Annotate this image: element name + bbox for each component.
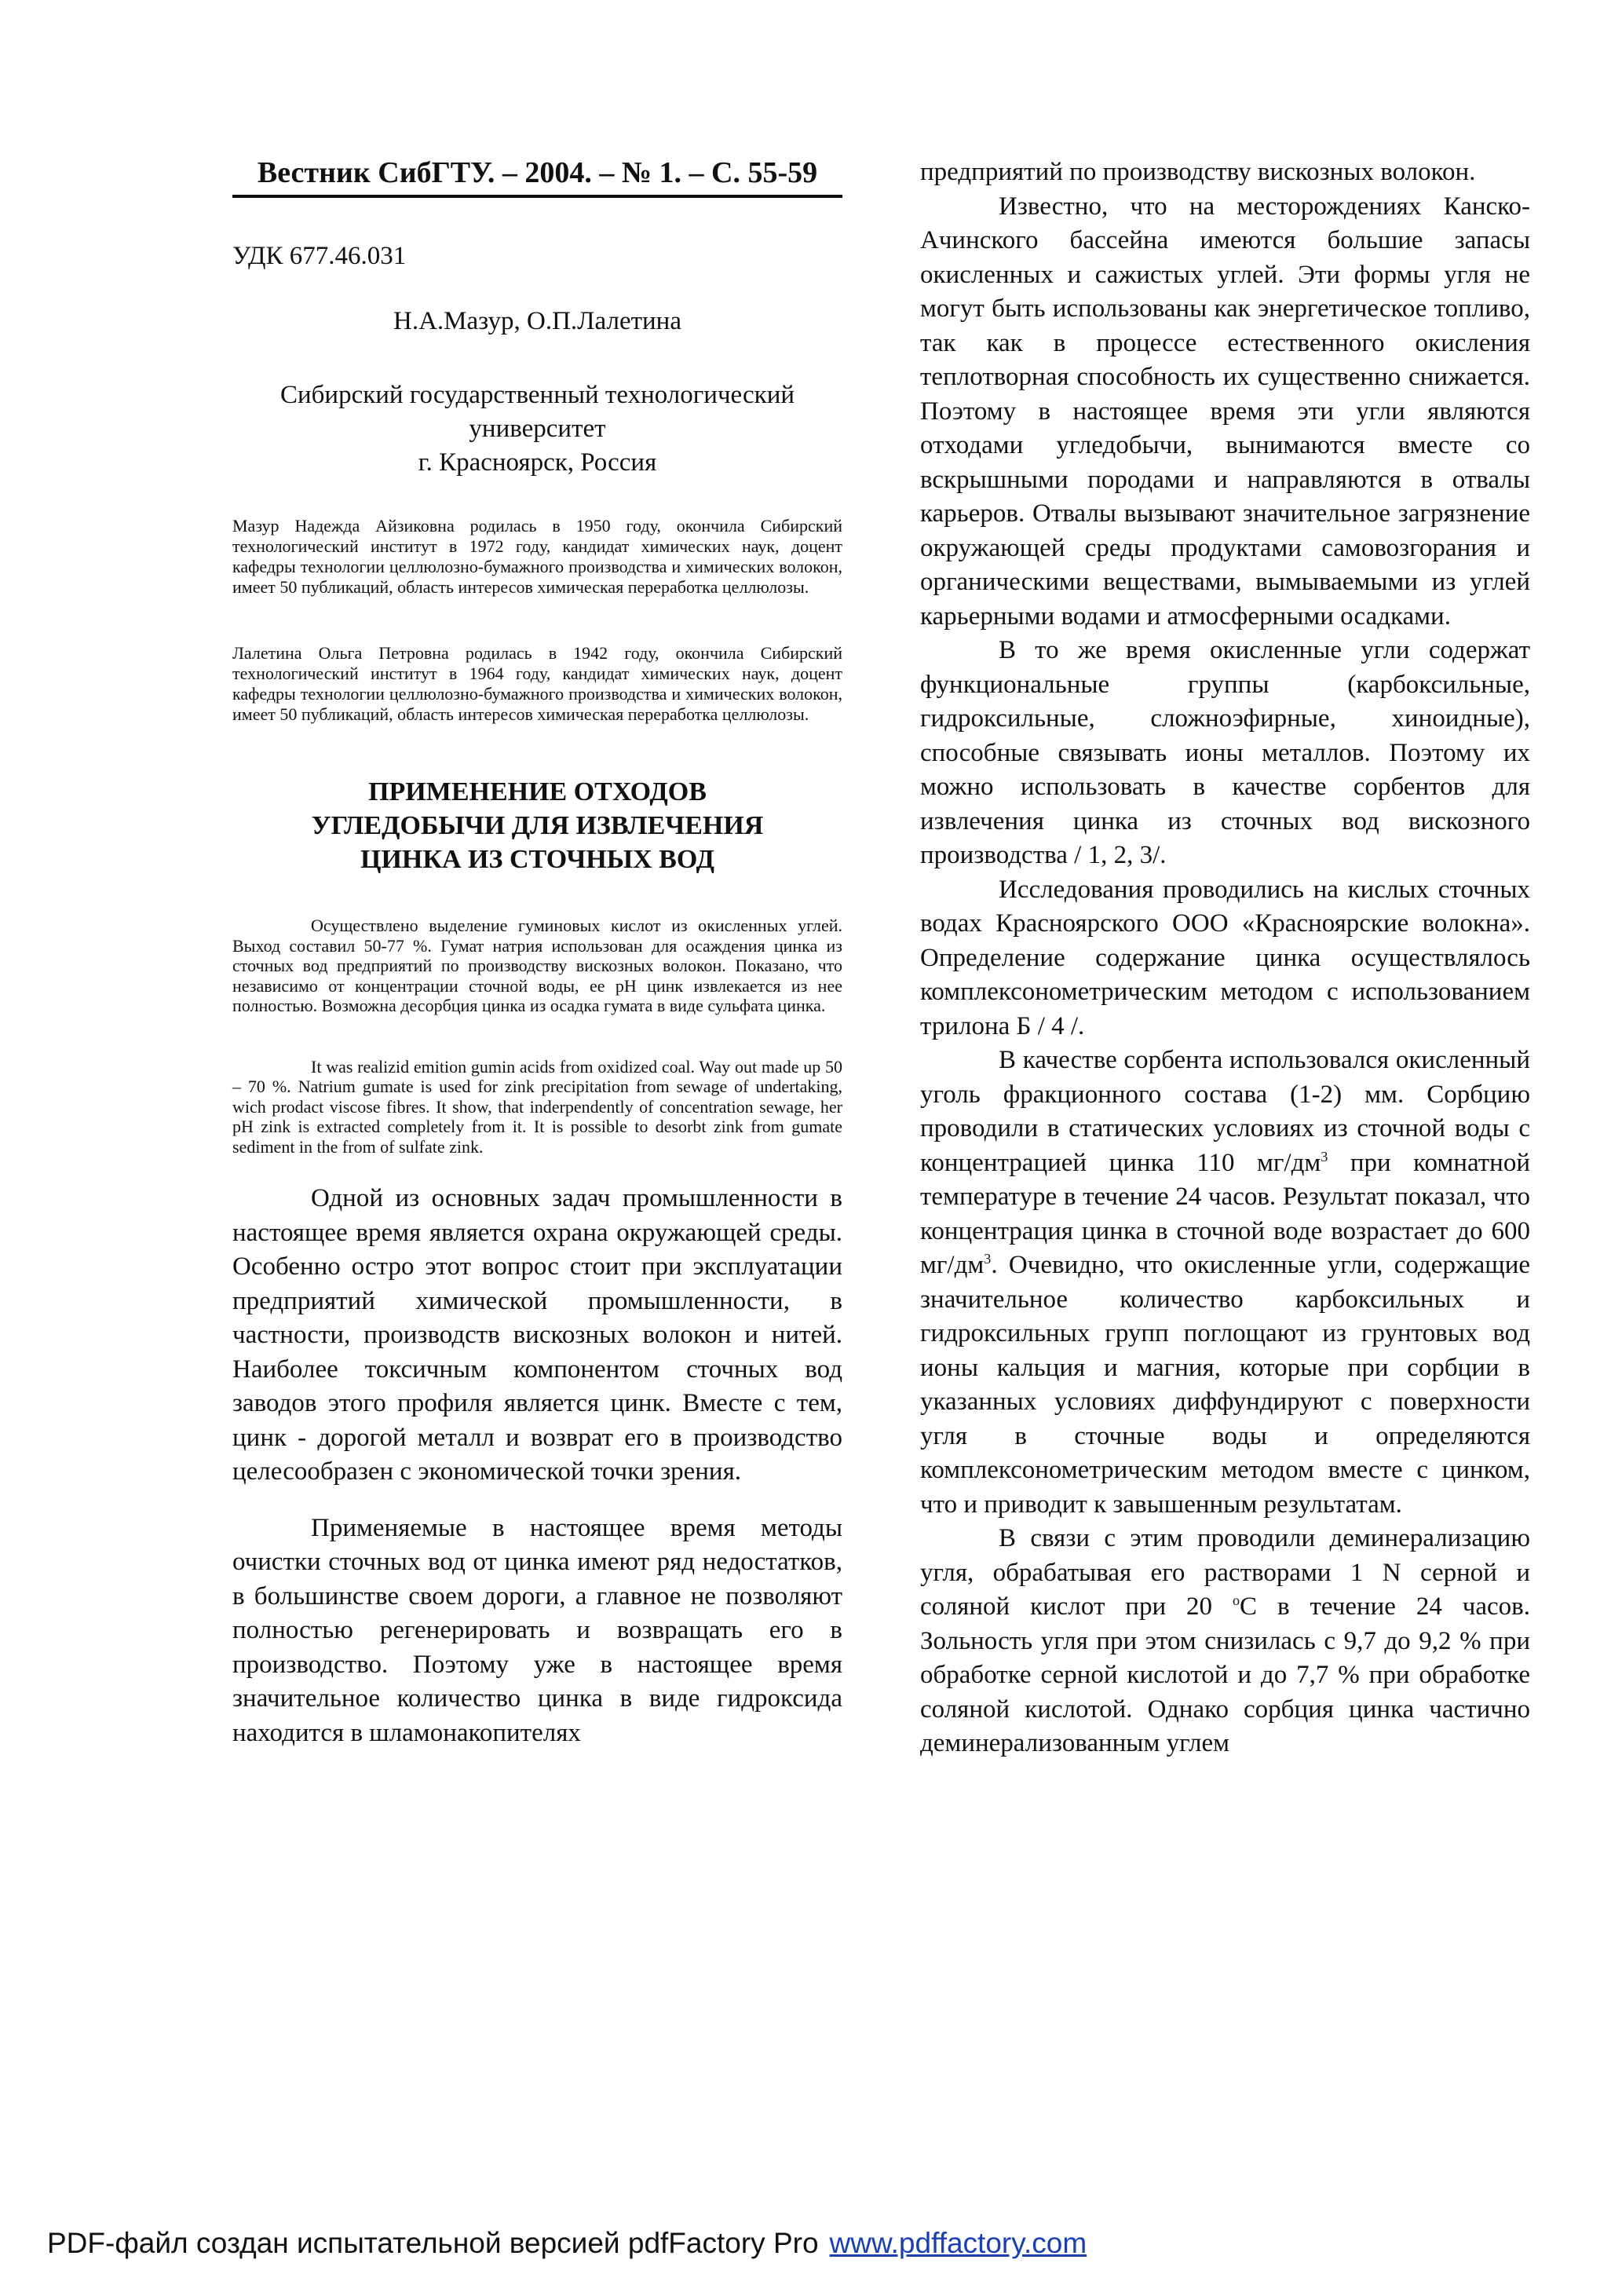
title-line: ЦИНКА ИЗ СТОЧНЫХ ВОД [360,845,714,874]
author-bio-laletina: Лалетина Ольга Петровна родилась в 1942 году, окончила Сибирский технологический институт в 1964 году, кандидат химических наук, доцент кафедры технологии целлюлозно-бумажного производства и химических волокон, имеет 50 публикаций, область интересов химическая переработка целлюлозы. [232,643,842,724]
superscript: 3 [984,1251,992,1267]
affiliation-line: университет [469,415,606,443]
text-run: при комнатной температуре в течение 24 часов. Результат показал, что концентрация цинка в сточной воде возрастает до 600 мг/дм [920,1148,1530,1279]
body-paragraph: Одной из основных задач промышленности в настоящее время является охрана окружающей среды. Особенно остро этот вопрос стоит при эксплуатации предприятий химической промышленности, в частности, производств вискозных волокон и нитей. Наиболее токсичным компонентом сточных вод заводов этого профиля является цинк. Вместе с тем, цинк - дорогой металл и возврат его в производство целесообразен с экономической точки зрения. [232,1184,842,1486]
title-line: УГЛЕДОБЫЧИ ДЛЯ ИЗВЛЕЧЕНИЯ [311,811,764,840]
affiliation [232,378,842,480]
body-paragraph: Применяемые в настоящее время методы очистки сточных вод от цинка имеют ряд недостатков, в большинстве своем дороги, а главное не позволяют полностью регенерировать и возвращать его в производство. Поэтому уже в настоящее время значительное количество цинка в виде гидроксида находится в шламонакопителях [232,1513,842,1747]
udk-code: УДК 677.46.031 [232,242,407,270]
superscript: 3 [1321,1148,1328,1164]
left-column [232,155,842,1750]
superscript: o [1232,1592,1240,1608]
footer-text: PDF-файл создан испытательной версией pdfFactory Pro [47,2227,819,2259]
authors: Н.А.Мазур, О.П.Лалетина [393,307,681,335]
abstract-russian: Осуществлено выделение гуминовых кислот из окисленных углей. Выход составил 50-77 %. Гумат натрия использован для осаждения цинка из сточных вод предприятий по производству вискозных волокон. Показано, что независимо от концентрации сточной воды, ее pH цинк извлекается из нее полностью. Возможна десорбция цинка из осадка гумата в виде сульфата цинка. [232,916,842,1015]
text-run: С в течение 24 часов. Зольность угля при этом снизилась с 9,7 до 9,2 % при обработке серной кислотой и до 7,7 % при обработке соляной кислотой. Однако сорбция цинка частично деминерализованным углем [920,1592,1530,1757]
journal-header: Вестник СибГТУ. – 2004. – № 1. – С. 55-59 [232,155,842,198]
pdffactory-link[interactable]: www.pdffactory.com [829,2227,1087,2259]
text-run: . Очевидно, что окисленные угли, содержащие значительное количество карбоксильных и гидроксильных групп поглощают из грунтовых вод ионы кальция и магния, которые при сорбции в указанных условиях диффундируют с поверхности угля в сточные воды и определяются комплексонометрическим методом вместе с цинком, что и приводит к завышенным результатам. [920,1251,1530,1519]
body-paragraph: В то же время окисленные угли содержат функциональные группы (карбоксильные, гидроксильные, сложноэфирные, хиноидные), способные связывать ионы металлов. Поэтому их можно использовать в качестве сорбентов для извлечения цинка из сточных вод вискозного производства / 1, 2, 3/. [920,636,1530,869]
right-column [920,155,1530,1761]
author-bio-mazur: Мазур Надежда Айзиковна родилась в 1950 году, окончила Сибирский технологический институт в 1972 году, кандидат химических наук, доцент кафедры технологии целлюлозно-бумажного производства и химических волокон, имеет 50 публикаций, область интересов химическая переработка целлюлозы. [232,516,842,597]
body-paragraph: Известно, что на месторождениях Канско-Ачинского бассейна имеются большие запасы окисленных и сажистых углей. Эти формы угля не могут быть использованы как энергетическое топливо, так как в процессе естественного окисления теплотворная способность их существенно снижается. Поэтому в настоящее время эти угли являются отходами угледобычи, вынимаются вместе со вскрышными породами и направляются в отвалы карьеров. Отвалы вызывают значительное загрязнение окружающей среды продуктами самовозгорания и органическими веществами, вымываемыми из углей карьерными водами и атмосферными осадками. [920,192,1530,631]
body-paragraph: предприятий по производству вискозных волокон. [920,158,1476,186]
article-title [232,775,842,876]
affiliation-line: Сибирский государственный технологический [279,381,795,409]
text-run: В качестве сорбента использовался окисленный уголь фракционного состава (1-2) мм. Сорбцию проводили в статических условиях из сточной воды с концентрацией цинка 110 мг/дм [920,1046,1530,1177]
body-paragraph [920,1044,1530,1522]
pdf-watermark-footer [47,2227,1087,2260]
affiliation-line: г. Красноярск, Россия [418,448,657,477]
title-line: ПРИМЕНЕНИЕ ОТХОДОВ [368,777,707,806]
abstract-english: It was realizid emition gumin acids from oxidized coal. Way out made up 50 – 70 %. Natrium gumate is used for zink precipitation from sewage of undertaking, wich prodact viscose fibres. It show, that inderpendently of concentration sewage, her pH zink is extracted completely from it. It is possible to desorbt zink from gumate sediment in the from of sulfate zink. [232,1056,842,1157]
body-paragraph: Исследования проводились на кислых сточных водах Красноярского ООО «Красноярские волокна». Определение содержание цинка осуществлялось комплексонометрическим методом с использованием трилона Б / 4 /. [920,875,1530,1040]
body-paragraph [920,1522,1530,1761]
text-run: В связи с этим проводили деминерализацию угля, обрабатывая его растворами 1 N серной и соляной кислот при 20 [920,1524,1530,1621]
